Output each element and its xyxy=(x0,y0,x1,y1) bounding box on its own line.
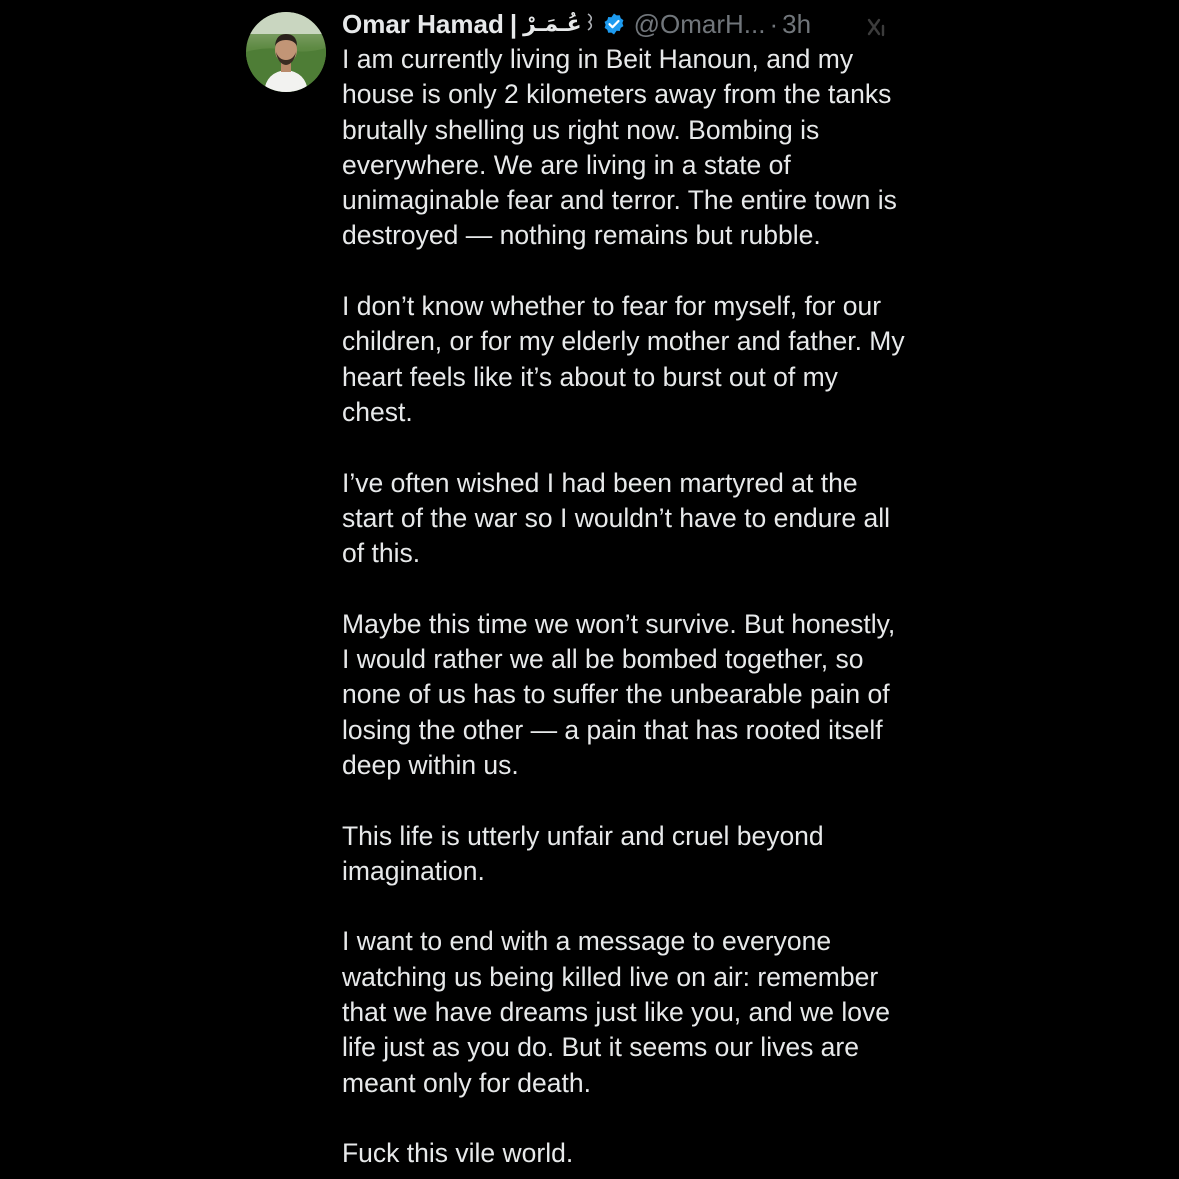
arabic-name[interactable]: عُـمَـرْ xyxy=(523,11,582,37)
display-name[interactable]: Omar Hamad xyxy=(342,8,504,39)
tweet-paragraph: This life is utterly unfair and cruel beyond imagination. xyxy=(342,820,824,886)
tweet-paragraph: Fuck this vile world. xyxy=(342,1138,574,1169)
timestamp[interactable]: 3h xyxy=(782,8,812,39)
tweet-text xyxy=(342,42,952,1172)
name-separator: | xyxy=(509,8,518,39)
tweet-header xyxy=(342,6,902,42)
tweet-paragraph: I’ve often wished I had been martyred at the start of the war so I wouldn’t have to endure all of this. xyxy=(342,467,890,569)
tweet-paragraph: I want to end with a message to everyone watching us being killed live on air: remember that we have dreams just like you, and we love life just as you do. But it seems our lives are meant only for death. xyxy=(342,926,890,1098)
grok-icon[interactable] xyxy=(866,16,888,38)
avatar[interactable] xyxy=(246,12,326,92)
tweet-paragraph: Maybe this time we won’t survive. But honestly, I would rather we all be bombed together, so none of us has to suffer the unbearable pain of losing the other — a pain that has rooted itself deep within us. xyxy=(342,608,896,780)
tweet-paragraph: I don’t know whether to fear for myself, for our children, or for my elderly mother and father. My heart feels like it’s about to burst out of my chest. xyxy=(342,291,905,427)
verified-badge-icon[interactable] xyxy=(602,12,626,36)
tweet-paragraph: I am currently living in Beit Hanoun, and my house is only 2 kilometers away from the tanks brutally shelling us right now. Bombing is everywhere. We are living in a state of unimaginable fear and terror. The entire town is destroyed — nothing remains but rubble. xyxy=(342,44,897,251)
handle[interactable]: @OmarH... xyxy=(633,8,766,39)
palestine-flag-icon xyxy=(586,12,596,37)
time-separator: · xyxy=(769,8,779,39)
avatar-image xyxy=(246,12,326,92)
